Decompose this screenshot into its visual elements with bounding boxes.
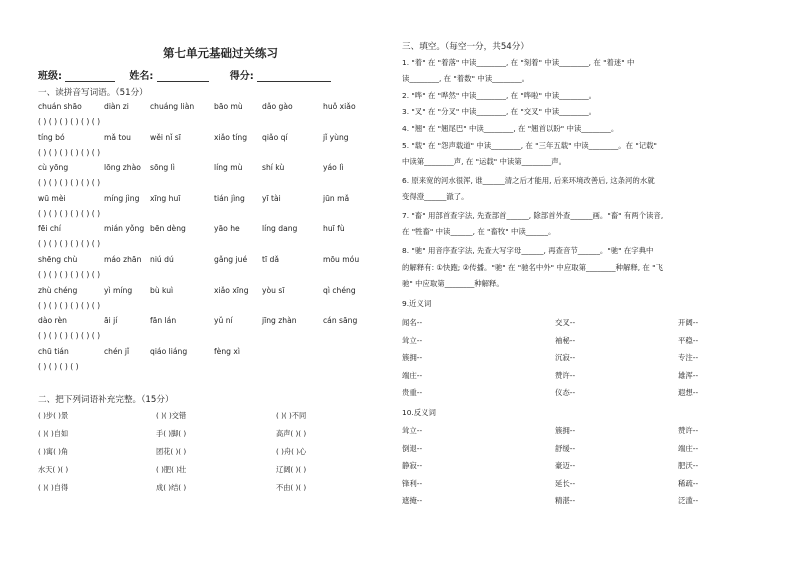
score-label: 得分: xyxy=(229,71,254,82)
idiom-blank[interactable]: ( )舟( )心 xyxy=(276,447,307,456)
answer-brackets[interactable]: ( ) ( ) ( ) ( ) xyxy=(38,361,79,371)
antonym-item[interactable]: 肥沃-- xyxy=(678,461,699,470)
answer-brackets[interactable]: ( ) ( ) ( ) ( ) ( ) ( ) xyxy=(38,117,101,126)
pinyin-item: āi jí xyxy=(104,316,118,326)
idiom-blank[interactable]: 高声( )( ) xyxy=(276,429,307,438)
synonym-item[interactable]: 仪态-- xyxy=(555,388,576,397)
question-line: 读________, 在 "着数" 中读________。 xyxy=(402,74,530,83)
pinyin-item: jǐ yùng xyxy=(323,132,349,142)
antonym-item[interactable]: 赞许-- xyxy=(678,426,699,435)
question-line: 变得澄______澈了。 xyxy=(402,192,469,201)
question-line: 6. 原来宽的河水很浑, 谁______清之后才能用, 后来环境改善后, 这条河的水就 xyxy=(402,176,655,185)
question-line: 中读第________声, 在 "运载" 中读第________声。 xyxy=(402,157,567,166)
question-line: 4. "翘" 在 "翘尾巴" 中读________, 在 "翘首以盼" 中读________。 xyxy=(402,124,619,133)
antonyms-heading: 10.反义词 xyxy=(402,408,436,417)
pinyin-item: huī fù xyxy=(323,224,345,234)
question-line: 驰" 中应取第________种解释。 xyxy=(402,279,504,288)
class-field[interactable] xyxy=(65,71,115,82)
question-line: 2. "哗" 在 "哗然" 中读________, 在 "哗啦" 中读________。 xyxy=(402,91,597,100)
pinyin-item: míng jìng xyxy=(104,193,140,203)
synonym-item[interactable]: 闻名-- xyxy=(402,318,423,327)
pinyin-item: xiǎo xīng xyxy=(214,285,249,295)
pinyin-item: cù yōng xyxy=(38,163,69,173)
name-field[interactable] xyxy=(157,71,209,82)
pinyin-item: chuáng liàn xyxy=(150,102,195,111)
class-label: 班级: xyxy=(38,71,62,82)
synonym-item[interactable]: 贵重-- xyxy=(402,388,423,397)
synonym-item[interactable]: 端庄-- xyxy=(402,370,423,380)
pinyin-item: bāo mù xyxy=(214,102,243,111)
synonym-item[interactable]: 遐想-- xyxy=(678,388,699,397)
page-title: 第七单元基础过关练习 xyxy=(163,46,278,60)
pinyin-item: tíng bó xyxy=(38,132,65,142)
pinyin-item: yāo he xyxy=(214,224,240,234)
question-line: 1. "着" 在 "着落" 中读________, 在 "刻着" 中读________, 在 "着迷" 中 xyxy=(402,58,635,67)
answer-brackets[interactable]: ( ) ( ) ( ) ( ) ( ) ( ) xyxy=(38,147,101,157)
section-1-heading: 一、读拼音写词语。（51分） xyxy=(38,88,148,98)
synonym-item[interactable]: 耸立-- xyxy=(402,335,423,345)
pinyin-item: cán sāng xyxy=(323,316,358,326)
question-line: 8. "驰" 用音序查字法, 先查大写字母______, 再查音节______。"驰" 在字典中 xyxy=(402,246,654,255)
pinyin-item: diàn zi xyxy=(104,102,129,111)
pinyin-item: fèng xì xyxy=(214,346,240,356)
synonym-item[interactable]: 平稳-- xyxy=(678,335,699,345)
idiom-blank[interactable]: ( )寓( )角 xyxy=(38,447,69,456)
pinyin-item: yòu sī xyxy=(262,285,285,295)
question-line: 3. "叉" 在 "分叉" 中读________, 在 "交叉" 中读________。 xyxy=(402,107,597,116)
pinyin-item: wěi nǐ sī xyxy=(150,132,181,142)
pinyin-item: bēn dèng xyxy=(150,224,186,234)
antonym-item[interactable]: 耸立-- xyxy=(402,426,423,435)
synonym-item[interactable]: 袖秘-- xyxy=(555,335,576,345)
antonym-item[interactable]: 泛滥-- xyxy=(678,496,699,505)
synonym-item[interactable]: 专注-- xyxy=(678,353,699,362)
score-field[interactable] xyxy=(257,71,331,82)
pinyin-item: yǔ ní xyxy=(214,316,233,326)
synonym-item[interactable]: 雄浑-- xyxy=(678,370,699,380)
question-line: 在 "牲畜" 中读______, 在 "畜牧" 中读______。 xyxy=(402,227,556,236)
pinyin-item: dào rèn xyxy=(38,316,67,326)
pinyin-item: tián jìng xyxy=(214,193,245,203)
pinyin-item: bù kuì xyxy=(150,285,174,295)
antonym-item[interactable]: 簇拥-- xyxy=(555,426,576,435)
antonym-item[interactable]: 豪迈-- xyxy=(555,461,576,470)
idiom-blank[interactable]: ( )( )自如 xyxy=(38,429,69,438)
pinyin-item: qì chéng xyxy=(323,285,356,295)
pinyin-item: zhù chéng xyxy=(38,285,78,295)
answer-brackets[interactable]: ( ) ( ) ( ) ( ) ( ) ( ) xyxy=(38,178,101,188)
pinyin-item: jūn mǎ xyxy=(323,193,350,203)
synonym-item[interactable]: 开阔-- xyxy=(678,318,699,327)
synonym-item[interactable]: 赞许-- xyxy=(555,370,576,380)
pinyin-item: tī dǎ xyxy=(262,255,279,264)
pinyin-item: fēi chí xyxy=(38,224,61,234)
pinyin-item: chuán shāo xyxy=(38,102,82,111)
question-line: 5. "载" 在 "怨声载道" 中读________, 在 "三年五载" 中读________。在 "记载" xyxy=(402,141,657,150)
antonym-item[interactable]: 延长-- xyxy=(555,478,576,488)
pinyin-item: yī tài xyxy=(262,193,281,203)
pinyin-item: yáo lì xyxy=(323,163,344,173)
antonym-item[interactable]: 倒退-- xyxy=(402,443,423,453)
name-label: 姓名: xyxy=(129,71,154,82)
answer-brackets[interactable]: ( ) ( ) ( ) ( ) ( ) ( ) xyxy=(38,208,101,218)
synonyms-heading: 9.近义词 xyxy=(402,299,432,308)
pinyin-item: dǎo gào xyxy=(262,102,293,111)
pinyin-item: fān lán xyxy=(150,316,177,326)
pinyin-item: yì míng xyxy=(104,285,133,295)
antonym-item[interactable]: 舒缓-- xyxy=(555,443,576,453)
antonym-item[interactable]: 稀疏-- xyxy=(678,478,699,488)
pinyin-item: mōu móu xyxy=(323,255,360,264)
pinyin-item: lōng zhào xyxy=(104,163,141,173)
pinyin-item: gǎng jué xyxy=(214,255,248,264)
antonym-item[interactable]: 端庄-- xyxy=(678,443,699,453)
antonym-item[interactable]: 静寂-- xyxy=(402,461,423,470)
pinyin-item: chū tián xyxy=(38,346,69,356)
idiom-blank[interactable]: 手( )脚( ) xyxy=(156,429,187,438)
pinyin-item: qiáo liáng xyxy=(150,346,188,356)
section-3-heading: 三、填空。（每空一分，共54分） xyxy=(402,42,529,52)
pinyin-item: mián yǒng xyxy=(104,224,145,234)
idiom-blank[interactable]: ( )步( )景 xyxy=(38,411,69,420)
pinyin-item: shí kù xyxy=(262,163,285,173)
answer-brackets[interactable]: ( ) ( ) ( ) ( ) ( ) ( ) xyxy=(38,331,101,341)
pinyin-item: chén jǐ xyxy=(104,346,130,356)
pinyin-item: niú dú xyxy=(150,255,174,264)
pinyin-item: wū mèi xyxy=(38,193,66,203)
pinyin-item: xīng huī xyxy=(150,193,181,203)
student-info-row xyxy=(38,67,331,82)
pinyin-item: mǎ tou xyxy=(104,132,131,142)
idiom-blank[interactable]: 不由( )( ) xyxy=(276,483,307,492)
pinyin-item: líng dang xyxy=(262,224,298,234)
idiom-blank[interactable]: ( )肥( )壮 xyxy=(156,465,187,474)
section-2-heading: 二、把下列词语补充完整。（15分） xyxy=(38,395,174,405)
question-line: 7. "畜" 用部首查字法, 先查部首______, 除部首外查______画。"畜" 有两个读音, xyxy=(402,211,664,220)
pinyin-item: huǒ xiǎo xyxy=(323,102,356,111)
idiom-blank[interactable]: 辽阔( )( ) xyxy=(276,465,307,474)
synonym-item[interactable]: 簇拥-- xyxy=(402,353,423,362)
idiom-blank[interactable]: 水天( )( ) xyxy=(38,465,69,474)
answer-brackets[interactable]: ( ) ( ) ( ) ( ) ( ) ( ) xyxy=(38,239,101,249)
pinyin-item: xiǎo tíng xyxy=(214,132,248,142)
pinyin-item: shēng chù xyxy=(38,255,78,264)
answer-brackets[interactable]: ( ) ( ) ( ) ( ) ( ) ( ) xyxy=(38,300,101,310)
idiom-blank[interactable]: 成( )结( ) xyxy=(156,483,187,492)
question-line: 的解释有: ①快跑; ②传播。"驰" 在 "驰名中外" 中应取第________种解释, 在 "飞 xyxy=(402,263,663,272)
idiom-blank[interactable]: 团花( )( ) xyxy=(156,447,187,456)
answer-brackets[interactable]: ( ) ( ) ( ) ( ) ( ) ( ) xyxy=(38,270,101,279)
pinyin-item: jīng zhàn xyxy=(262,316,297,326)
synonym-item[interactable]: 交叉-- xyxy=(555,318,576,327)
pinyin-item: líng mù xyxy=(214,163,243,173)
antonym-item[interactable]: 遮掩-- xyxy=(402,496,423,505)
pinyin-item: máo zhān xyxy=(104,255,142,264)
pinyin-item: qiǎo qí xyxy=(262,132,288,142)
synonym-item[interactable]: 沉寂-- xyxy=(555,353,576,362)
antonym-item[interactable]: 精湛-- xyxy=(555,496,576,505)
idiom-blank[interactable]: ( )( )自得 xyxy=(38,483,69,492)
pinyin-item: sōng lì xyxy=(150,163,175,173)
antonym-item[interactable]: 锋利-- xyxy=(402,478,423,488)
idiom-blank[interactable]: ( )( )不同 xyxy=(276,411,307,420)
idiom-blank[interactable]: ( )( )交错 xyxy=(156,411,187,420)
